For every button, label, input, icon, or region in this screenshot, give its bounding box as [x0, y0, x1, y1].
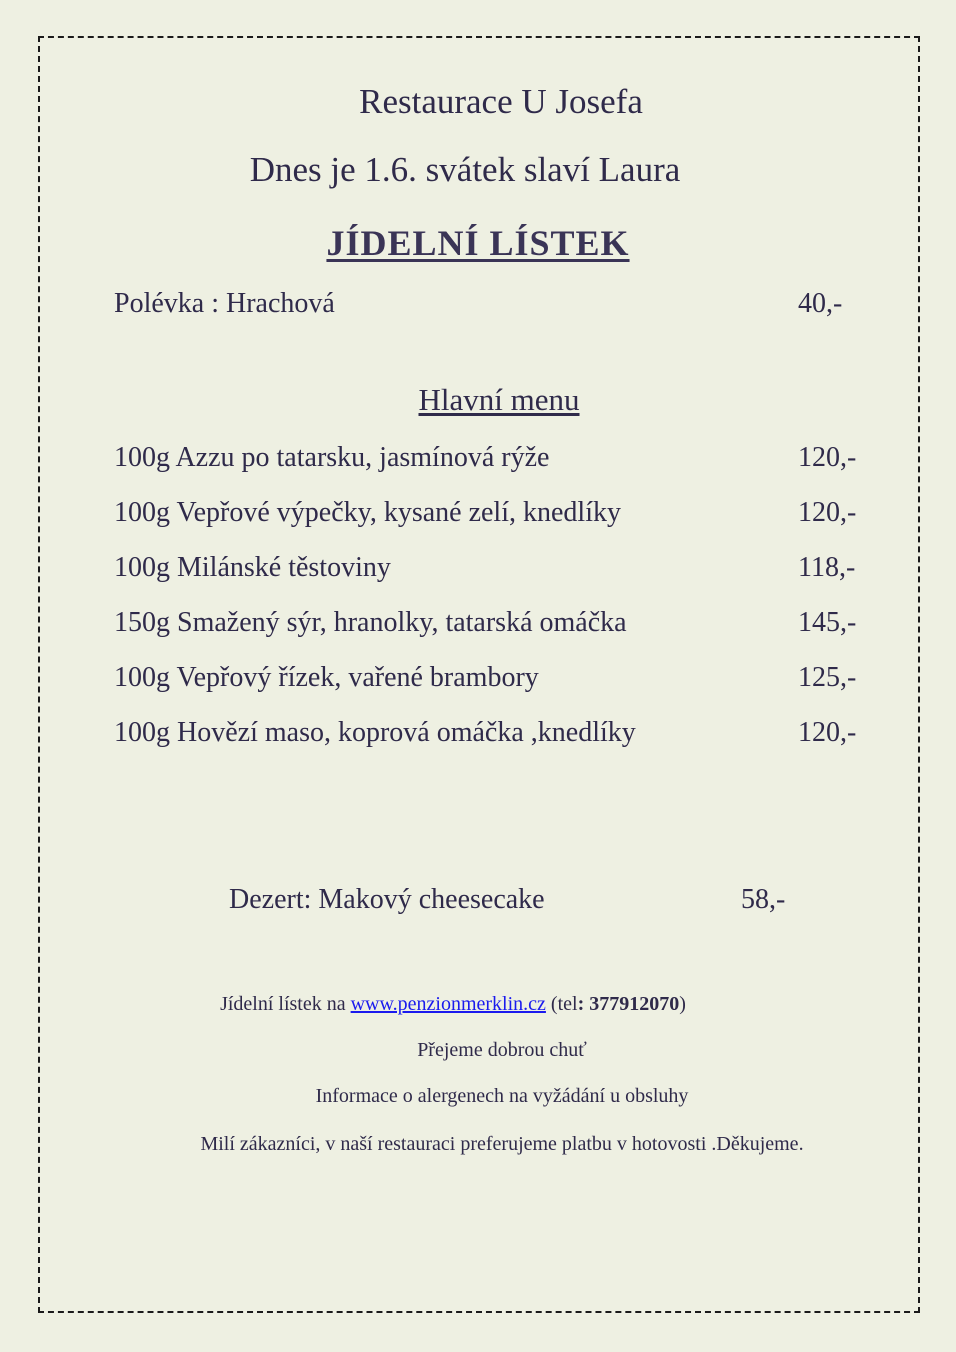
date-nameday-line: Dnes je 1.6. svátek slaví Laura [249, 150, 681, 189]
restaurant-name: Restaurace U Josefa [359, 82, 643, 121]
dessert-label: Dezert: Makový cheesecake [229, 884, 545, 915]
dish-price: 120,- [798, 717, 857, 748]
allergens-line: Informace o alergenech na vyžádání u obsluhy [315, 1085, 689, 1107]
dish-name: 150g Smažený sýr, hranolky, tatarská omáčka [114, 607, 627, 638]
dish-name: 100g Vepřový řízek, vařené brambory [114, 662, 539, 693]
payment-note: Milí zákazníci, v naší restauraci preferujeme platbu v hotovosti .Děkujeme. [200, 1133, 804, 1155]
dish-name: 100g Milánské těstoviny [114, 552, 391, 583]
tel-suffix: ) [679, 993, 686, 1015]
online-menu-prefix: Jídelní lístek na [220, 993, 351, 1015]
wish-line: Přejeme dobrou chuť [417, 1039, 587, 1061]
main-menu-heading: Hlavní menu [418, 382, 580, 417]
soup-price: 40,- [798, 288, 843, 319]
website-link[interactable]: www.penzionmerklin.cz [350, 993, 546, 1015]
dessert-price: 58,- [741, 884, 786, 915]
online-menu-line [0, 993, 906, 1016]
dish-price: 120,- [798, 497, 857, 528]
phone-number: : 377912070 [577, 993, 680, 1015]
menu-title: JÍDELNÍ LÍSTEK [326, 223, 630, 263]
dish-price: 118,- [798, 552, 856, 583]
dish-name: 100g Vepřové výpečky, kysané zelí, knedlíky [114, 497, 621, 528]
dish-name: 100g Hovězí maso, koprová omáčka ,knedlíky [114, 717, 636, 748]
dish-price: 125,- [798, 662, 857, 693]
dish-price: 120,- [798, 442, 857, 473]
dish-price: 145,- [798, 607, 857, 638]
soup-label: Polévka : Hrachová [114, 288, 335, 319]
tel-prefix: (tel [545, 993, 578, 1015]
dish-name: 100g Azzu po tatarsku, jasmínová rýže [114, 442, 550, 473]
